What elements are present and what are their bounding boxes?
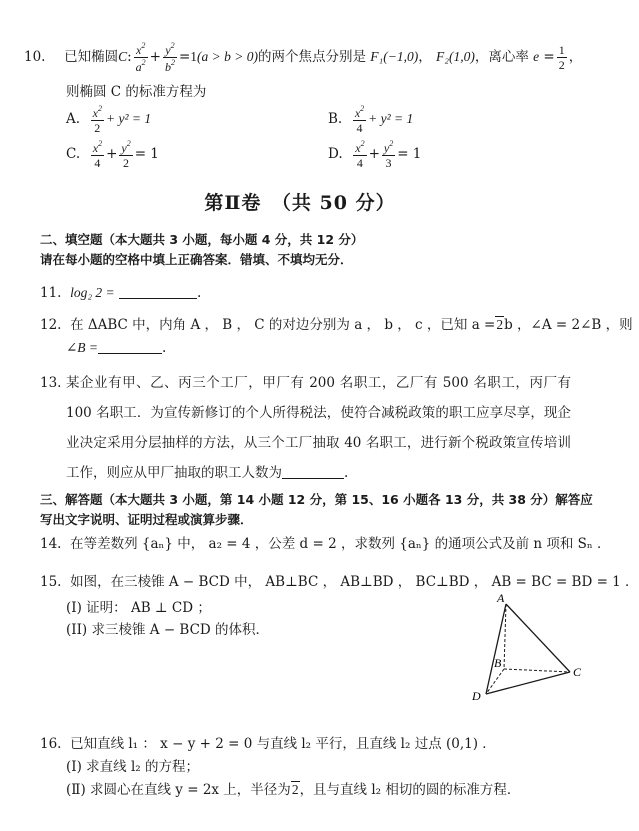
q13-number: 13. [40,375,62,391]
vertex-label-c: C [573,665,582,679]
q16-part2: (Ⅱ) 求圆心在直线 y = 2x 上，半径为2，且与直线 l₂ 相切的圆的标准方程． [66,782,521,798]
q12-line2: ∠B = . [66,340,167,356]
q13-text: 某企业有甲、乙、丙三个工厂，甲厂有 200 名职工，乙厂有 500 名职工，丙厂有 100 名职工．为宣传新修订的个人所得税法，使符合减税政策的职工应享尽享，现企业决定采用分层抽样的方法，从三个工厂抽取 40 名职工，进行新个税政策宣传培训工作，则应从甲厂抽取的职工人数为 . [66,375,571,481]
section-heading: 二、填空题（本大题共 3 小题，每小题 4 分，共 12 分） [40,232,364,247]
vertex-label-d: D [472,689,481,703]
option-d: D. $\frac{x^2}{4}$ + $\frac{y^2}{3}$ = 1 [328,139,422,170]
section-heading-cont: 写出文字说明、证明过程或演算步骤． [40,512,253,527]
tetrahedron-figure [460,590,590,705]
option-c: C. $\frac{x^2}{4}$ + $\frac{y^2}{2}$ = 1 [66,139,159,170]
q15-part2: (II) 求三棱锥 A − BCD 的体积． [66,622,270,638]
q16: 16. 已知直线 l₁ ： x − y + 2 = 0 与直线 l₂ 平行，且直线 l₂ 过点 (0,1) ． [40,736,496,752]
question-number: 10. [24,49,46,65]
edge-ad [486,604,506,694]
edge-cd [486,672,570,694]
section-instruction: 请在每小题的空格中填上正确答案．错填、不填均无分． [40,252,353,267]
q16-part1: (Ⅰ) 求直线 l₂ 的方程； [66,759,199,775]
section-heading: 三、解答题（本大题共 3 小题，第 14 小题 12 分，第 15、16 小题各 13 分，共 38 分）解答应 [40,492,593,507]
q10-stem: 10. 已知椭圆C: $\frac{x^2}{a^2}$ + $\frac{y^2}{b^2}$ =1(a > b > 0)的两个焦点分别是 F₁(−1,0)， F₂(1,0)，离心率 e = $\frac{1}{2}$ ， [24,41,583,74]
eccentricity-fraction: $\frac{1}{2}$ [558,43,565,72]
sqrt: 2 [496,317,504,332]
sqrt: 2 [291,782,299,797]
edge-bc [504,669,570,672]
option-a: A. $\frac{x^2}{2}$ + y² = 1 [66,104,152,135]
q15-part1: (I) 证明： AB ⊥ CD ； [66,600,211,616]
answer-blank[interactable] [119,286,197,299]
q10-line2: 则椭圆 C 的标准方程为 [66,84,207,100]
edge-ac [506,604,570,672]
vertex-label-b: B [494,656,502,670]
fraction: $\frac{x^2}{a^2}$ [135,41,146,74]
answer-blank[interactable] [282,466,344,479]
q12: 12. 在 ΔABC 中，内角 A ， B ， C 的对边分别为 a ， b ， c ，已知 a =2b ，∠A = 2∠B ，则 [40,317,633,333]
q14: 14. 在等差数列 {aₙ} 中， a₂ = 4 ，公差 d = 2 ，求数列 {aₙ} 的通项公式及前 n 项和 Sₙ ． [40,536,611,552]
option-b: B. $\frac{x^2}{4}$ + y² = 1 [328,104,414,135]
fraction: $\frac{y^2}{b^2}$ [164,41,175,74]
part-title: 第Ⅱ卷 （共 50 分） [204,192,396,214]
answer-blank[interactable] [98,341,162,354]
q15: 15. 如图，在三棱锥 A − BCD 中， AB⊥BC ， AB⊥BD ， BC⊥BD ， AB = BC = BD = 1 ． [40,574,639,590]
vertex-label-a: A [497,591,505,605]
q11: 11. log₂ 2 = . [40,285,202,301]
